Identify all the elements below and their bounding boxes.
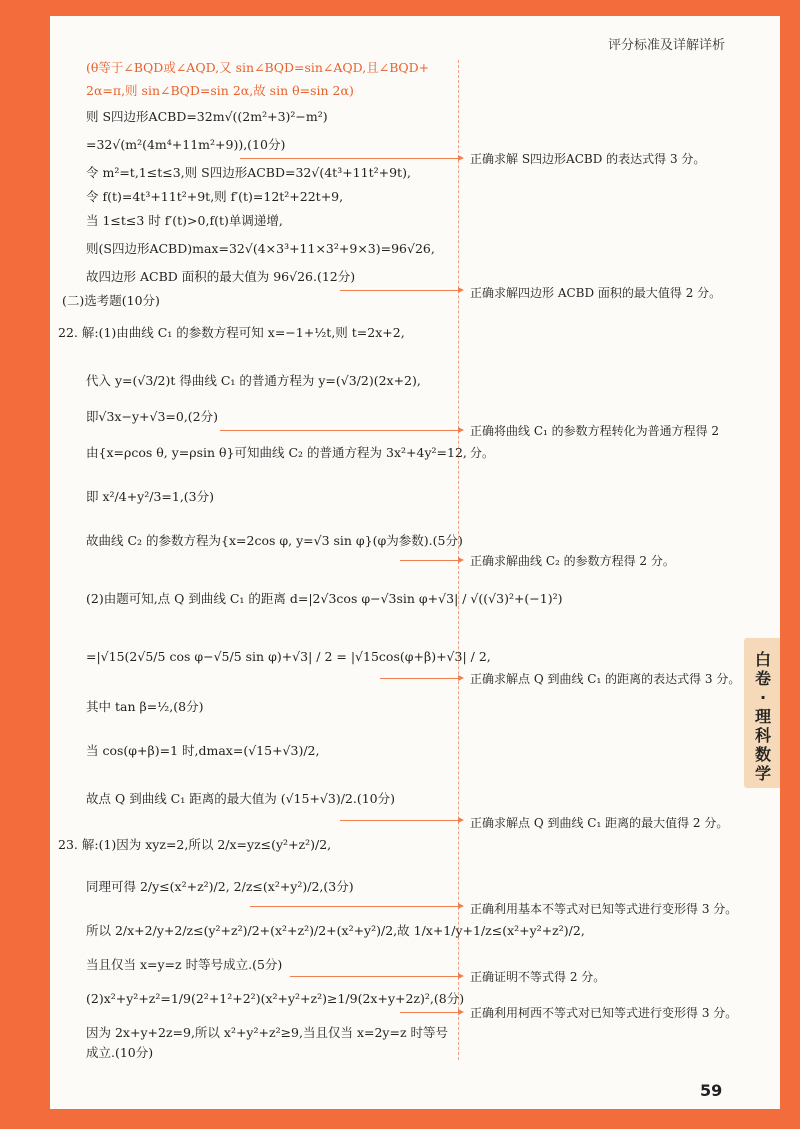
scoring-note: 正确求解点 Q 到曲线 C₁ 的距离的表达式得 3 分。	[470, 672, 741, 686]
solution-line: 故四边形 ACBD 面积的最大值为 96√26.(12分)	[86, 269, 356, 284]
question-22-line: 22. 解:(1)由曲线 C₁ 的参数方程可知 x=−1+½t,则 t=2x+2,	[58, 325, 405, 340]
page-header-title: 评分标准及详解详析	[608, 38, 726, 53]
solution-line: 故曲线 C₂ 的参数方程为{x=2cos φ, y=√3 sin φ}(φ为参数).(5分)	[86, 533, 463, 548]
arrow-connector	[240, 158, 462, 159]
solution-line: 同理可得 2/y≤(x²+z²)/2, 2/z≤(x²+y²)/2,(3分)	[86, 879, 354, 894]
arrow-connector	[220, 430, 462, 431]
arrow-connector	[340, 820, 462, 821]
scoring-note: 正确利用柯西不等式对已知等式进行变形得 3 分。	[470, 1006, 738, 1020]
solution-line: 当 cos(φ+β)=1 时,dmax=(√15+√3)/2,	[86, 743, 320, 758]
solution-line: 令 m²=t,1≤t≤3,则 S四边形ACBD=32√(4t³+11t²+9t),	[86, 165, 411, 180]
arrow-connector	[290, 976, 462, 977]
solution-line: 当且仅当 x=y=z 时等号成立.(5分)	[86, 957, 283, 972]
scoring-note: 正确将曲线 C₁ 的参数方程转化为普通方程得 2 分。	[470, 424, 720, 460]
solution-line: 所以 2/x+2/y+2/z≤(y²+z²)/2+(x²+z²)/2+(x²+y²)/2,故 1/x+1/y+1/z≤(x²+y²+z²)/2,	[86, 923, 585, 938]
top-orange-border	[0, 0, 800, 16]
scoring-note: 正确求解曲线 C₂ 的参数方程得 2 分。	[470, 554, 675, 568]
scoring-note: 正确利用基本不等式对已知等式进行变形得 3 分。	[470, 902, 738, 916]
solution-line: 因为 2x+y+2z=9,所以 x²+y²+z²≥9,当且仅当 x=2y=z 时等号	[86, 1025, 449, 1040]
solution-line: 成立.(10分)	[86, 1045, 154, 1060]
scoring-note: 正确证明不等式得 2 分。	[470, 970, 606, 984]
solution-line: =|√15(2√5/5 cos φ−√5/5 sin φ)+√3| / 2 = |√15cos(φ+β)+√3| / 2,	[86, 649, 491, 664]
scoring-note: 正确求解 S四边形ACBD 的表达式得 3 分。	[470, 152, 706, 166]
solution-line: 故点 Q 到曲线 C₁ 距离的最大值为 (√15+√3)/2.(10分)	[86, 791, 396, 806]
solution-line: (2)x²+y²+z²=1/9(2²+1²+2²)(x²+y²+z²)≥1/9(2x+y+2z)²,(8分)	[86, 991, 465, 1006]
question-23-line: 23. 解:(1)因为 xyz=2,所以 2/x=yz≤(y²+z²)/2,	[58, 837, 332, 852]
arrow-connector	[400, 560, 462, 561]
page-number: 59	[700, 1081, 723, 1100]
solution-line: (2)由题可知,点 Q 到曲线 C₁ 的距离 d=|2√3cos φ−√3sin φ+√3| / √((√3)²+(−1)²)	[86, 591, 563, 606]
solution-line: 其中 tan β=½,(8分)	[86, 699, 204, 714]
bottom-orange-border	[0, 1109, 800, 1129]
arrow-connector	[250, 906, 462, 907]
solution-line: 则(S四边形ACBD)max=32√(4×3³+11×3²+9×3)=96√26,	[86, 241, 435, 256]
solution-line: 当 1≤t≤3 时 f′(t)>0,f(t)单调递增,	[86, 213, 283, 228]
solution-line: 代入 y=(√3/2)t 得曲线 C₁ 的普通方程为 y=(√3/2)(2x+2),	[86, 373, 421, 388]
arrow-connector	[380, 678, 462, 679]
arrow-connector	[340, 290, 462, 291]
scoring-note: 正确求解四边形 ACBD 面积的最大值得 2 分。	[470, 286, 722, 300]
solution-line: 即√3x−y+√3=0,(2分)	[86, 409, 219, 424]
solution-line: 则 S四边形ACBD=32m√((2m²+3)²−m²)	[86, 109, 328, 124]
solution-line: =32√(m²(4m⁴+11m²+9)),(10分)	[86, 137, 286, 152]
solution-line: 由{x=ρcos θ, y=ρsin θ}可知曲线 C₂ 的普通方程为 3x²+4y²=12,	[86, 445, 467, 460]
section-heading: (二)选考题(10分)	[62, 293, 160, 308]
arrow-connector	[400, 1012, 462, 1013]
solution-line: (θ等于∠BQD或∠AQD,又 sin∠BQD=sin∠AQD,且∠BQD+	[86, 60, 430, 75]
left-orange-border	[0, 0, 50, 1129]
solution-line: 即 x²/4+y²/3=1,(3分)	[86, 489, 215, 504]
scoring-note: 正确求解点 Q 到曲线 C₁ 距离的最大值得 2 分。	[470, 816, 729, 830]
solution-line: 2α=π,则 sin∠BQD=sin 2α,故 sin θ=sin 2α)	[86, 83, 354, 98]
side-tab-label: 白卷·理科数学	[754, 650, 771, 783]
right-orange-border	[780, 0, 800, 1129]
solution-line: 令 f(t)=4t³+11t²+9t,则 f′(t)=12t²+22t+9,	[86, 189, 344, 204]
